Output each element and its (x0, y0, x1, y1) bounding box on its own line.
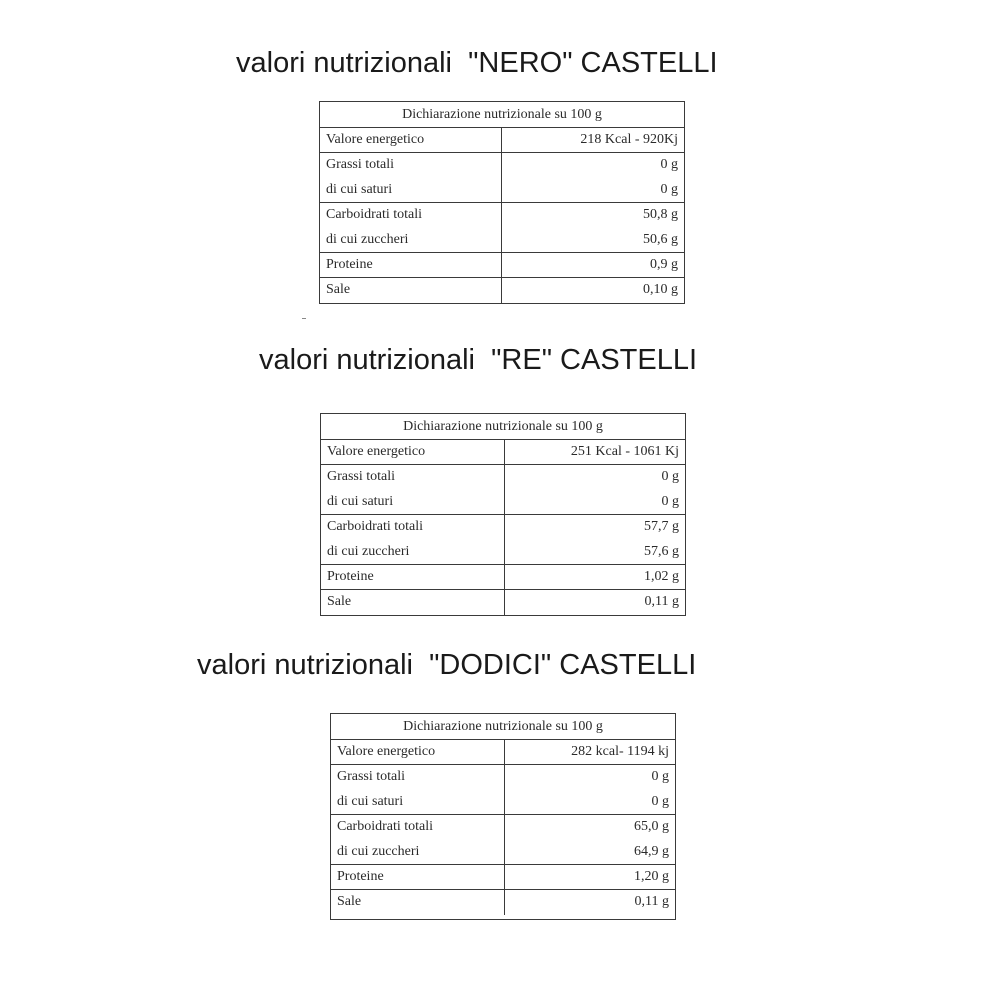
sugars-label: di cui zuccheri (327, 543, 410, 559)
saturated-value: 0 g (651, 793, 669, 809)
energy-label: Valore energetico (337, 744, 436, 759)
carbs-label: Carboidrati totali (327, 519, 424, 535)
table-caption: Dichiarazione nutrizionale su 100 g (320, 102, 684, 128)
saturated-value: 0 g (660, 181, 678, 197)
fat-label: Grassi totali (326, 157, 395, 173)
salt-row (321, 590, 685, 614)
carbs-group (320, 203, 684, 253)
salt-value: 0,11 g (644, 594, 679, 610)
carbs-group (331, 815, 675, 865)
salt-value: 0,11 g (634, 894, 669, 910)
energy-value: 218 Kcal - 920Kj (580, 132, 678, 147)
protein-value: 1,20 g (634, 868, 669, 884)
protein-value: 1,02 g (644, 568, 679, 584)
fat-group (321, 465, 685, 515)
heading-product: "RE" CASTELLI (491, 344, 698, 376)
salt-row (320, 278, 684, 302)
table-caption: Dichiarazione nutrizionale su 100 g (321, 414, 685, 440)
fat-group (331, 765, 675, 815)
protein-value: 0,9 g (650, 256, 678, 272)
nutrition-table-dodici (330, 713, 676, 920)
heading-prefix: valori nutrizionali (197, 649, 413, 681)
salt-value: 0,10 g (643, 282, 678, 298)
table-caption: Dichiarazione nutrizionale su 100 g (331, 714, 675, 740)
fat-value: 0 g (651, 769, 669, 785)
carbs-group (321, 515, 685, 565)
sugars-label: di cui zuccheri (337, 843, 420, 859)
energy-value: 251 Kcal - 1061 Kj (570, 444, 679, 459)
carbs-value: 50,8 g (643, 207, 678, 223)
salt-label: Sale (327, 594, 352, 610)
section-heading-dodici (197, 648, 696, 682)
section-heading-re (259, 343, 697, 377)
energy-value: 282 kcal- 1194 kj (571, 744, 669, 759)
nutrition-table-nero (319, 101, 685, 304)
energy-row (320, 128, 684, 153)
protein-row (321, 565, 685, 590)
carbs-label: Carboidrati totali (326, 207, 423, 223)
saturated-label: di cui saturi (326, 181, 393, 197)
carbs-value: 57,7 g (644, 519, 679, 535)
saturated-label: di cui saturi (337, 793, 404, 809)
energy-label: Valore energetico (327, 444, 426, 459)
nutrition-table-re (320, 413, 686, 616)
protein-label: Proteine (327, 568, 374, 584)
protein-row (320, 253, 684, 278)
section-heading-nero (236, 46, 718, 80)
energy-row (331, 740, 675, 765)
stray-mark (302, 318, 306, 319)
fat-value: 0 g (661, 469, 679, 485)
sugars-label: di cui zuccheri (326, 231, 409, 247)
fat-label: Grassi totali (337, 769, 406, 785)
carbs-label: Carboidrati totali (337, 819, 434, 835)
salt-row (331, 890, 675, 914)
salt-label: Sale (326, 282, 351, 298)
heading-prefix: valori nutrizionali (259, 344, 475, 376)
heading-product: "DODICI" CASTELLI (429, 649, 697, 681)
energy-row (321, 440, 685, 465)
fat-value: 0 g (660, 157, 678, 173)
protein-label: Proteine (326, 256, 373, 272)
sugars-value: 50,6 g (643, 231, 678, 247)
heading-prefix: valori nutrizionali (236, 47, 452, 79)
heading-product: "NERO" CASTELLI (468, 47, 718, 79)
fat-group (320, 153, 684, 203)
saturated-value: 0 g (661, 493, 679, 509)
carbs-value: 65,0 g (634, 819, 669, 835)
energy-label: Valore energetico (326, 132, 425, 147)
protein-label: Proteine (337, 868, 384, 884)
salt-label: Sale (337, 894, 362, 910)
sugars-value: 64,9 g (634, 843, 669, 859)
protein-row (331, 865, 675, 890)
sugars-value: 57,6 g (644, 543, 679, 559)
fat-label: Grassi totali (327, 469, 396, 485)
saturated-label: di cui saturi (327, 493, 394, 509)
